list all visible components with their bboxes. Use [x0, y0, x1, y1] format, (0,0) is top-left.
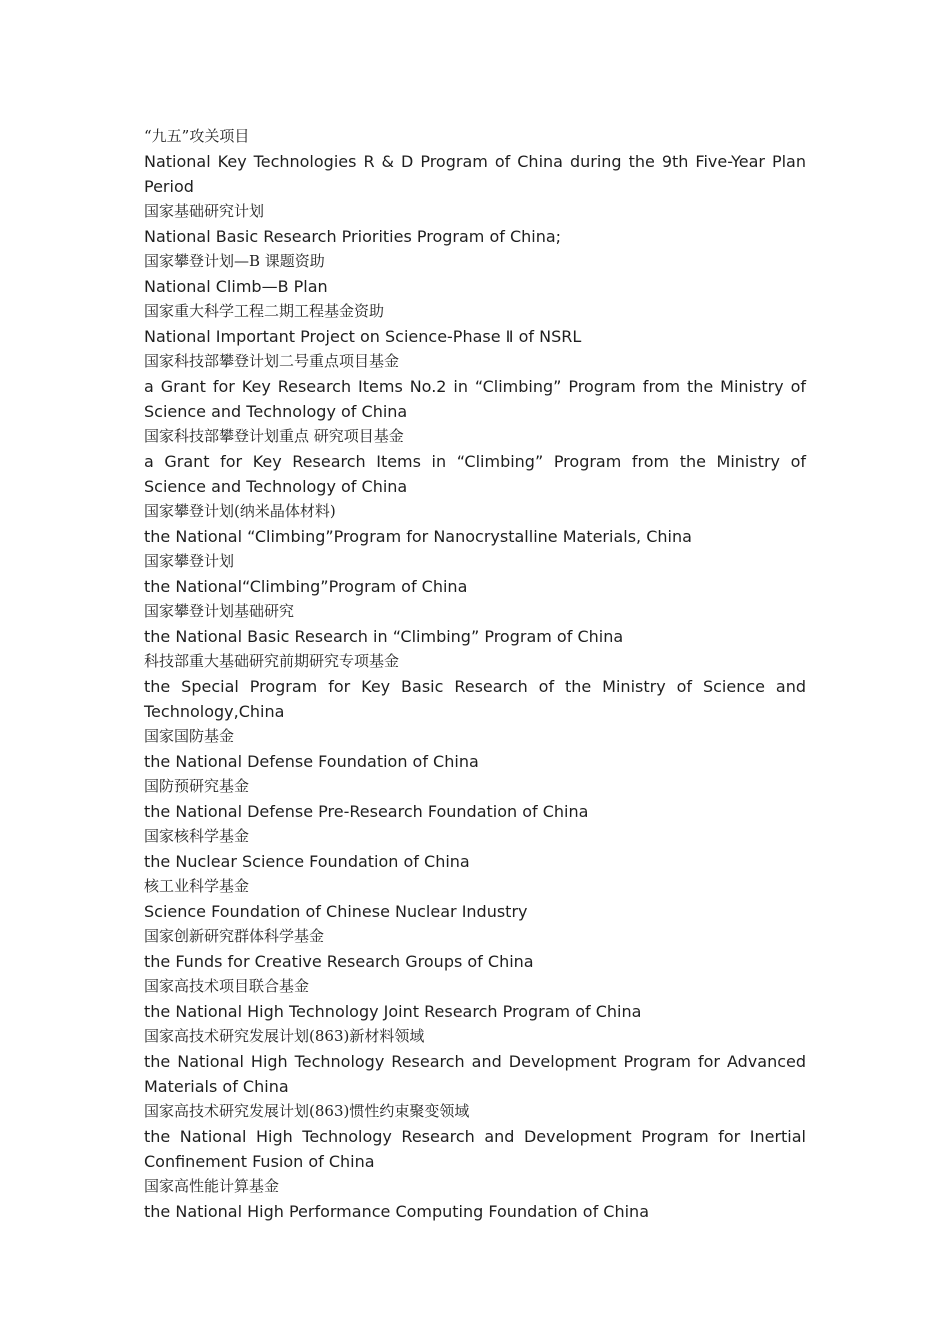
list-item — [144, 1024, 806, 1099]
english-translation: the National Defense Pre-Research Foundation of China — [144, 802, 589, 821]
chinese-term: “九五”攻关项目 — [144, 127, 250, 145]
list-item — [144, 124, 806, 199]
english-translation: the National“Climbing”Program of China — [144, 577, 468, 596]
english-translation: the National “Climbing”Program for Nanocrystalline Materials, China — [144, 527, 692, 546]
chinese-term: 国家攀登计划 — [144, 552, 235, 570]
english-translation: a Grant for Key Research Items No.2 in “Climbing” Program from the Ministry of Science and Technology of China — [144, 377, 806, 421]
document-body — [144, 124, 806, 1224]
chinese-term: 国家高技术研究发展计划(863)惯性约束聚变领域 — [144, 1102, 470, 1120]
english-translation: the National High Technology Research and Development Program for Advanced Materials of China — [144, 1052, 806, 1096]
list-item — [144, 874, 806, 924]
english-translation: a Grant for Key Research Items in “Climbing” Program from the Ministry of Science and Technology of China — [144, 452, 806, 496]
list-item — [144, 649, 806, 724]
english-translation: National Basic Research Priorities Program of China; — [144, 227, 562, 246]
english-translation: the Nuclear Science Foundation of China — [144, 852, 470, 871]
english-translation: the National High Technology Research and Development Program for Inertial Confinement Fusion of China — [144, 1127, 806, 1171]
chinese-term: 国家高性能计算基金 — [144, 1177, 280, 1195]
chinese-term: 国家攀登计划—B 课题资助 — [144, 252, 325, 270]
english-translation: National Key Technologies R & D Program of China during the 9th Five-Year Plan Period — [144, 152, 806, 196]
chinese-term: 国家核科学基金 — [144, 827, 250, 845]
english-translation: National Important Project on Science-Phase Ⅱ of NSRL — [144, 327, 582, 346]
chinese-term: 国家国防基金 — [144, 727, 235, 745]
list-item — [144, 549, 806, 599]
list-item — [144, 724, 806, 774]
chinese-term: 国家基础研究计划 — [144, 202, 265, 220]
english-translation: Science Foundation of Chinese Nuclear Industry — [144, 902, 528, 921]
chinese-term: 国家攀登计划(纳米晶体材料) — [144, 502, 336, 520]
chinese-term: 核工业科学基金 — [144, 877, 250, 895]
list-item — [144, 924, 806, 974]
english-translation: the National High Technology Joint Research Program of China — [144, 1002, 642, 1021]
english-translation: the National Defense Foundation of China — [144, 752, 479, 771]
english-translation: National Climb—B Plan — [144, 277, 328, 296]
list-item — [144, 424, 806, 499]
list-item — [144, 974, 806, 1024]
list-item — [144, 824, 806, 874]
chinese-term: 科技部重大基础研究前期研究专项基金 — [144, 652, 400, 670]
list-item — [144, 599, 806, 649]
chinese-term: 国防预研究基金 — [144, 777, 250, 795]
list-item — [144, 349, 806, 424]
chinese-term: 国家重大科学工程二期工程基金资助 — [144, 302, 385, 320]
list-item — [144, 1099, 806, 1174]
chinese-term: 国家高技术研究发展计划(863)新材料领域 — [144, 1027, 425, 1045]
english-translation: the Special Program for Key Basic Research of the Ministry of Science and Technology,China — [144, 677, 806, 721]
list-item — [144, 1174, 806, 1224]
english-translation: the National High Performance Computing Foundation of China — [144, 1202, 649, 1221]
list-item — [144, 299, 806, 349]
chinese-term: 国家攀登计划基础研究 — [144, 602, 295, 620]
list-item — [144, 774, 806, 824]
chinese-term: 国家高技术项目联合基金 — [144, 977, 310, 995]
chinese-term: 国家科技部攀登计划二号重点项目基金 — [144, 352, 400, 370]
chinese-term: 国家科技部攀登计划重点 研究项目基金 — [144, 427, 404, 445]
chinese-term: 国家创新研究群体科学基金 — [144, 927, 325, 945]
english-translation: the National Basic Research in “Climbing” Program of China — [144, 627, 624, 646]
list-item — [144, 199, 806, 249]
list-item — [144, 249, 806, 299]
list-item — [144, 499, 806, 549]
english-translation: the Funds for Creative Research Groups of China — [144, 952, 534, 971]
